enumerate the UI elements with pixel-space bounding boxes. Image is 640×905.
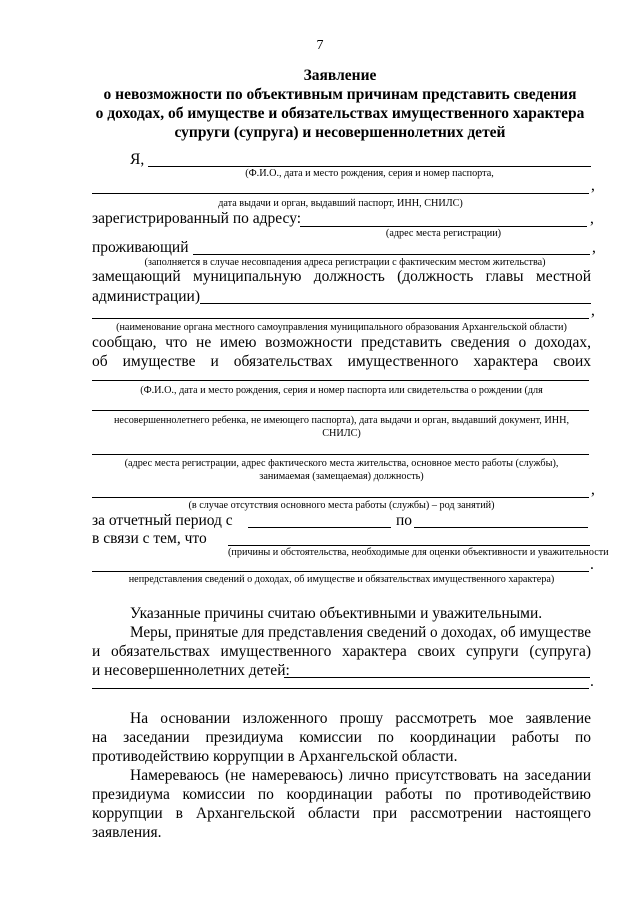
inform-line1: сообщаю, что не имею возможности представить сведения о доходах, (92, 334, 591, 351)
reasons-field-line2[interactable] (92, 571, 589, 572)
child-field-line1[interactable] (92, 380, 589, 381)
comma: , (591, 302, 595, 319)
paragraph-request-line3: противодействию коррупции в Архангельской области. (92, 748, 458, 765)
fio-field-line[interactable] (148, 166, 591, 167)
document-title-line4: супруги (супруга) и несовершеннолетних детей (174, 124, 506, 141)
period: . (590, 673, 594, 690)
page-number: 7 (316, 38, 324, 53)
paragraph-request-line2: на заседании президиума комиссии по координации работы по (92, 729, 591, 746)
paragraph-attend-line1: Намереваюсь (не намереваюсь) лично присутствовать на заседании (130, 767, 591, 784)
hint-address1: (адрес места регистрации, адрес фактического места жительства, основное место работы (службы), (124, 458, 559, 469)
measures-field-line1[interactable] (284, 677, 590, 678)
hint-passport: дата выдачи и орган, выдавший паспорт, ИНН, СНИЛС) (218, 198, 463, 209)
hint-child1: (Ф.И.О., дата и место рождения, серия и номер паспорта или свидетельства о рождении (для (140, 385, 543, 396)
reasons-field-line1[interactable] (228, 545, 590, 546)
hint-org: (наименование органа местного самоуправления муниципального образования Архангельской области) (116, 322, 567, 333)
measures-field-line2[interactable] (92, 688, 589, 689)
document-title-line2: о невозможности по объективным причинам представить сведения (103, 86, 577, 103)
period-from-field[interactable] (248, 527, 391, 528)
org-field-line[interactable] (92, 318, 589, 319)
hint-child2: несовершеннолетнего ребенка, не имеющего паспорта), дата выдачи и орган, выдавший документ, ИНН, (113, 415, 570, 426)
comma: , (590, 210, 594, 227)
paragraph-attend-line2: президиума комиссии по координации работы по противодействию (92, 786, 591, 803)
period-to-label: по (396, 512, 413, 529)
hint-address2: занимаемая (замещаемая) должность) (259, 471, 424, 482)
comma: , (592, 239, 596, 256)
paragraph-measures-line1: Меры, принятые для представления сведений о доходах, об имуществе (130, 624, 591, 641)
registration-field-line[interactable] (300, 226, 587, 227)
address-field-line[interactable] (92, 454, 589, 455)
because-label: в связи с тем, что (92, 530, 207, 547)
paragraph-measures-line3: и несовершеннолетних детей: (92, 662, 290, 679)
period: . (590, 556, 594, 573)
position-field-line[interactable] (200, 303, 591, 304)
period-label: за отчетный период с (92, 512, 233, 529)
occupation-field-line[interactable] (92, 497, 589, 498)
paragraph-attend-line4: заявления. (92, 824, 162, 841)
registered-label: зарегистрированный по адресу: (92, 210, 302, 227)
document-title-line3: о доходах, об имуществе и обязательствах имущественного характера (95, 105, 585, 122)
comma: , (591, 481, 595, 498)
hint-fio: (Ф.И.О., дата и место рождения, серия и номер паспорта, (245, 168, 494, 179)
paragraph-attend-line3: коррупции в Архангельской области при рассмотрении настоящего (92, 805, 591, 822)
paragraph-request-line1: На основании изложенного прошу рассмотреть мое заявление (130, 710, 591, 727)
child-field-line2[interactable] (92, 410, 589, 411)
hint-reasons2: непредставления сведений о доходах, об имуществе и обязательствах имущественного характера) (128, 574, 555, 585)
hint-child3: СНИЛС) (322, 428, 361, 439)
document-title: Заявление (303, 67, 377, 84)
paragraph-measures-line2: и обязательствах имущественного характера своих супруги (супруга) (92, 643, 591, 660)
living-label: проживающий (92, 239, 189, 256)
hint-reasons1: (причины и обстоятельства, необходимые для оценки объективности и уважительности (228, 547, 609, 558)
living-field-line[interactable] (193, 254, 590, 255)
hint-living: (заполняется в случае несовпадения адреса регистрации с фактическим местом жительства) (144, 257, 546, 268)
inform-line2: об имуществе и обязательствах имущественного характера своих (92, 353, 591, 370)
period-to-field[interactable] (414, 527, 588, 528)
comma: , (591, 177, 595, 194)
position-line2: администрации) (92, 288, 200, 305)
position-line1: замещающий муниципальную должность (должность главы местной (92, 268, 591, 285)
paragraph-reasons-valid: Указанные причины считаю объективными и уважительными. (130, 605, 543, 622)
passport-field-line[interactable] (92, 193, 589, 194)
hint-occupation: (в случае отсутствия основного места работы (службы) – род занятий) (188, 500, 495, 511)
ya-label: Я, (130, 151, 145, 168)
hint-registration: (адрес места регистрации) (385, 228, 502, 239)
